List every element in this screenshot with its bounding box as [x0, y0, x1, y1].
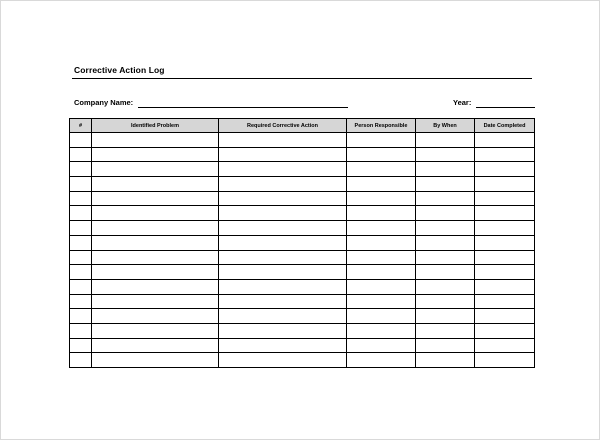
cell-identified-problem[interactable] [92, 147, 219, 162]
cell-number[interactable] [70, 265, 92, 280]
cell-date-completed[interactable] [475, 206, 535, 221]
cell-by-when[interactable] [416, 177, 475, 192]
cell-date-completed[interactable] [475, 191, 535, 206]
cell-date-completed[interactable] [475, 265, 535, 280]
cell-identified-problem[interactable] [92, 323, 219, 338]
cell-date-completed[interactable] [475, 338, 535, 353]
cell-required-corrective-action[interactable] [219, 235, 347, 250]
cell-identified-problem[interactable] [92, 338, 219, 353]
cell-required-corrective-action[interactable] [219, 162, 347, 177]
table-row [70, 191, 535, 206]
cell-identified-problem[interactable] [92, 133, 219, 148]
cell-date-completed[interactable] [475, 323, 535, 338]
table-row [70, 162, 535, 177]
cell-date-completed[interactable] [475, 147, 535, 162]
cell-number[interactable] [70, 338, 92, 353]
cell-number[interactable] [70, 353, 92, 368]
cell-by-when[interactable] [416, 353, 475, 368]
year-field[interactable] [476, 107, 535, 108]
cell-date-completed[interactable] [475, 133, 535, 148]
cell-person-responsible[interactable] [347, 279, 416, 294]
cell-person-responsible[interactable] [347, 221, 416, 236]
cell-by-when[interactable] [416, 235, 475, 250]
cell-person-responsible[interactable] [347, 191, 416, 206]
table-header-row [70, 119, 535, 133]
table-row [70, 338, 535, 353]
cell-required-corrective-action[interactable] [219, 353, 347, 368]
table-row [70, 250, 535, 265]
cell-required-corrective-action[interactable] [219, 294, 347, 309]
table-row [70, 147, 535, 162]
cell-date-completed[interactable] [475, 221, 535, 236]
corrective-action-table [69, 118, 535, 368]
cell-required-corrective-action[interactable] [219, 206, 347, 221]
cell-number[interactable] [70, 177, 92, 192]
table-row [70, 353, 535, 368]
cell-person-responsible[interactable] [347, 177, 416, 192]
column-header-by-when: By When [416, 119, 475, 133]
cell-required-corrective-action[interactable] [219, 323, 347, 338]
table-row [70, 133, 535, 148]
cell-date-completed[interactable] [475, 279, 535, 294]
cell-required-corrective-action[interactable] [219, 338, 347, 353]
cell-required-corrective-action[interactable] [219, 265, 347, 280]
cell-date-completed[interactable] [475, 177, 535, 192]
cell-by-when[interactable] [416, 221, 475, 236]
cell-identified-problem[interactable] [92, 221, 219, 236]
cell-identified-problem[interactable] [92, 235, 219, 250]
column-header-identified-problem: Identified Problem [92, 119, 219, 133]
cell-date-completed[interactable] [475, 250, 535, 265]
table-row [70, 221, 535, 236]
cell-identified-problem[interactable] [92, 279, 219, 294]
company-name-label: Company Name: [74, 98, 134, 107]
cell-number[interactable] [70, 235, 92, 250]
cell-person-responsible[interactable] [347, 353, 416, 368]
cell-number[interactable] [70, 294, 92, 309]
cell-person-responsible[interactable] [347, 162, 416, 177]
cell-person-responsible[interactable] [347, 206, 416, 221]
cell-number[interactable] [70, 191, 92, 206]
cell-number[interactable] [70, 147, 92, 162]
cell-by-when[interactable] [416, 147, 475, 162]
title-divider [72, 78, 532, 79]
cell-identified-problem[interactable] [92, 162, 219, 177]
cell-number[interactable] [70, 309, 92, 324]
cell-by-when[interactable] [416, 338, 475, 353]
cell-identified-problem[interactable] [92, 265, 219, 280]
cell-identified-problem[interactable] [92, 250, 219, 265]
cell-required-corrective-action[interactable] [219, 221, 347, 236]
cell-by-when[interactable] [416, 250, 475, 265]
cell-date-completed[interactable] [475, 294, 535, 309]
cell-by-when[interactable] [416, 162, 475, 177]
year-label: Year: [453, 98, 472, 107]
table-row [70, 235, 535, 250]
cell-person-responsible[interactable] [347, 309, 416, 324]
document-title: Corrective Action Log [74, 65, 165, 75]
cell-person-responsible[interactable] [347, 323, 416, 338]
cell-by-when[interactable] [416, 191, 475, 206]
column-header-date-completed: Date Completed [475, 119, 535, 133]
cell-identified-problem[interactable] [92, 353, 219, 368]
cell-required-corrective-action[interactable] [219, 191, 347, 206]
cell-number[interactable] [70, 206, 92, 221]
cell-date-completed[interactable] [475, 353, 535, 368]
cell-identified-problem[interactable] [92, 309, 219, 324]
table-row [70, 279, 535, 294]
cell-date-completed[interactable] [475, 309, 535, 324]
cell-person-responsible[interactable] [347, 265, 416, 280]
table-row [70, 309, 535, 324]
cell-person-responsible[interactable] [347, 250, 416, 265]
cell-person-responsible[interactable] [347, 133, 416, 148]
cell-by-when[interactable] [416, 323, 475, 338]
cell-by-when[interactable] [416, 265, 475, 280]
cell-by-when[interactable] [416, 133, 475, 148]
company-name-field[interactable] [138, 107, 348, 108]
cell-required-corrective-action[interactable] [219, 177, 347, 192]
cell-by-when[interactable] [416, 294, 475, 309]
cell-number[interactable] [70, 250, 92, 265]
table-row [70, 177, 535, 192]
cell-person-responsible[interactable] [347, 294, 416, 309]
table-row [70, 294, 535, 309]
cell-identified-problem[interactable] [92, 191, 219, 206]
cell-by-when[interactable] [416, 279, 475, 294]
cell-required-corrective-action[interactable] [219, 279, 347, 294]
table-row [70, 323, 535, 338]
cell-by-when[interactable] [416, 206, 475, 221]
cell-number[interactable] [70, 279, 92, 294]
column-header-person-responsible: Person Responsible [347, 119, 416, 133]
cell-date-completed[interactable] [475, 162, 535, 177]
cell-identified-problem[interactable] [92, 177, 219, 192]
cell-person-responsible[interactable] [347, 235, 416, 250]
cell-identified-problem[interactable] [92, 294, 219, 309]
cell-required-corrective-action[interactable] [219, 250, 347, 265]
cell-number[interactable] [70, 323, 92, 338]
cell-date-completed[interactable] [475, 235, 535, 250]
cell-number[interactable] [70, 162, 92, 177]
cell-number[interactable] [70, 133, 92, 148]
cell-required-corrective-action[interactable] [219, 133, 347, 148]
cell-identified-problem[interactable] [92, 206, 219, 221]
cell-required-corrective-action[interactable] [219, 309, 347, 324]
cell-required-corrective-action[interactable] [219, 147, 347, 162]
table-row [70, 265, 535, 280]
cell-by-when[interactable] [416, 309, 475, 324]
column-header-required-corrective-action: Required Corrective Action [219, 119, 347, 133]
cell-person-responsible[interactable] [347, 147, 416, 162]
table-body [70, 133, 535, 368]
cell-number[interactable] [70, 221, 92, 236]
cell-person-responsible[interactable] [347, 338, 416, 353]
column-header-number: # [70, 119, 92, 133]
table-row [70, 206, 535, 221]
